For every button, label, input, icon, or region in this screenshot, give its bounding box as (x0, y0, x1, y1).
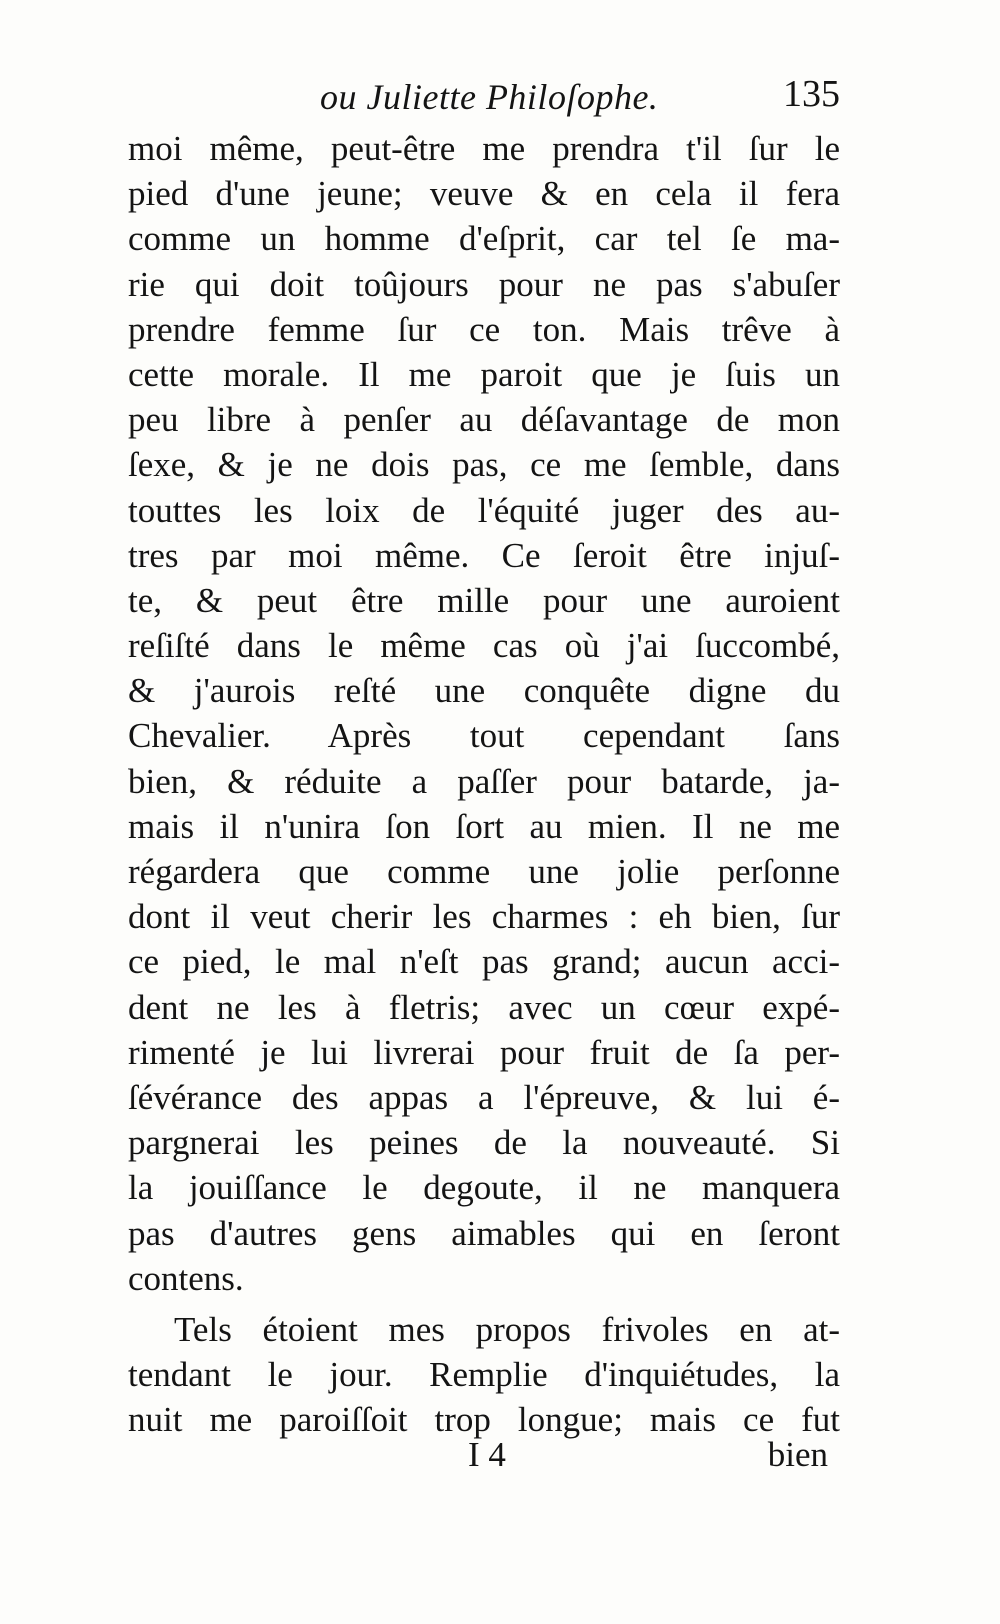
text-line: peu libre à penſer au déſavantage de mon (128, 400, 840, 440)
text-line: la jouiſſance le degoute, il ne manquera (128, 1168, 840, 1208)
text-line: Chevalier. Après tout cependant ſans (128, 716, 840, 756)
text-line: bien, & réduite a paſſer pour batarde, ja- (128, 761, 840, 801)
text-line: te, & peut être mille pour une auroient (128, 580, 840, 620)
text-line: rie qui doit toûjours pour ne pas s'abuſer (128, 264, 840, 304)
text-line: comme un homme d'eſprit, car tel ſe ma- (128, 219, 840, 259)
text-line: ce pied, le mal n'eſt pas grand; aucun acci- (128, 942, 840, 982)
text-line: rimenté je lui livrerai pour fruit de ſa per- (128, 1032, 840, 1072)
paragraph-end-line: contens. (128, 1258, 244, 1298)
page-footer (128, 1435, 840, 1483)
text-line: prendre femme ſur ce ton. Mais trêve à (128, 309, 840, 349)
running-title: ou Juliette Philoſophe. (320, 77, 659, 117)
text-line: tres par moi même. Ce ſeroit être injuſ- (128, 535, 840, 575)
paragraph-start-line: Tels étoient mes propos frivoles en at- (174, 1309, 840, 1349)
text-line: nuit me paroiſſoit trop longue; mais ce fut (128, 1400, 840, 1440)
running-head (128, 72, 840, 122)
signature-mark: I 4 (468, 1435, 506, 1474)
text-line: moi même, peut-être me prendra t'il ſur le (128, 129, 840, 168)
text-line: dent ne les à fletris; avec un cœur expé- (128, 987, 840, 1027)
page-number: 135 (783, 73, 840, 115)
text-line: cette morale. Il me paroit que je ſuis un (128, 354, 840, 394)
text-line: pargnerai les peines de la nouveauté. Si (128, 1123, 840, 1163)
text-line: touttes les loix de l'équité juger des au- (128, 490, 840, 530)
text-line: tendant le jour. Remplie d'inquiétudes, la (128, 1355, 840, 1395)
text-line: ſexe, & je ne dois pas, ce me ſemble, dans (128, 445, 840, 485)
text-line: reſiſté dans le même cas où j'ai ſuccombé, (128, 626, 840, 666)
text-line: régardera que comme une jolie perſonne (128, 852, 840, 891)
body-text (128, 126, 840, 1442)
text-line: & j'aurois reſté une conquête digne du (128, 671, 840, 711)
text-line: pas d'autres gens aimables qui en ſeront (128, 1213, 840, 1253)
text-line: dont il veut cherir les charmes : eh bien, ſur (128, 897, 840, 937)
text-line: ſévérance des appas a l'épreuve, & lui é- (128, 1077, 840, 1117)
text-line: pied d'une jeune; veuve & en cela il fera (128, 174, 840, 214)
text-line: mais il n'unira ſon ſort au mien. Il ne me (128, 806, 840, 846)
catchword: bien (767, 1435, 828, 1474)
